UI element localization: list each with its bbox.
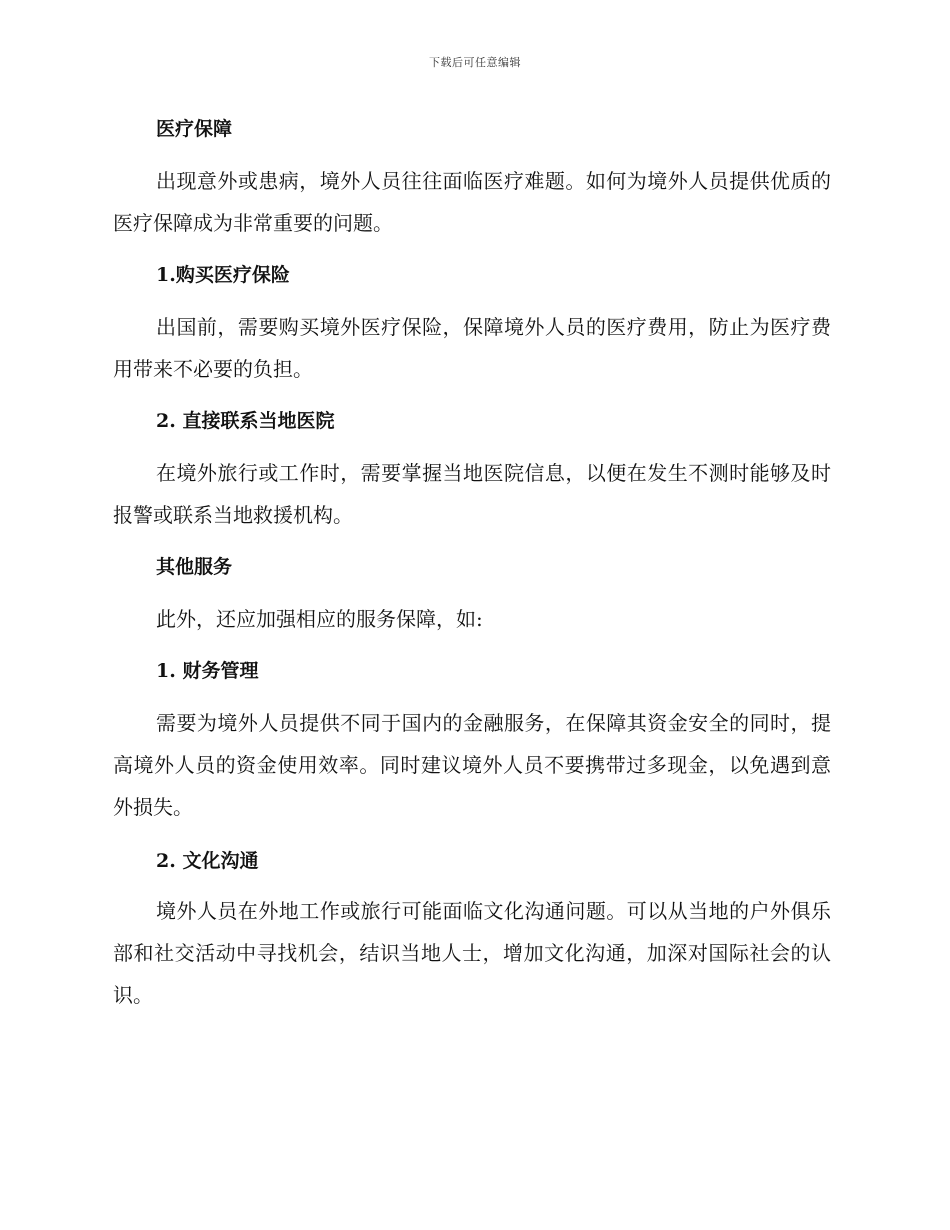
section-paragraph-other-services: 此外，还应加强相应的服务保障，如: xyxy=(156,607,483,631)
section-paragraph-medical: 出现意外或患病，境外人员往往面临医疗难题。如何为境外人员提供优质的医疗保障成为非常重要的问题。 xyxy=(113,169,831,235)
subheading-financial-management: 1. 财务管理 xyxy=(156,660,259,682)
paragraph-buy-insurance: 出国前，需要购买境外医疗保险，保障境外人员的医疗费用，防止为医疗费用带来不必要的负担。 xyxy=(113,315,831,381)
paragraph-cultural-communication: 境外人员在外地工作或旅行可能面临文化沟通问题。可以从当地的户外俱乐部和社交活动中寻找机会，结识当地人士，增加文化沟通，加深对国际社会的认识。 xyxy=(113,899,831,1007)
subheading-buy-insurance: 1.购买医疗保险 xyxy=(156,264,290,286)
paragraph-contact-hospital: 在境外旅行或工作时，需要掌握当地医院信息，以便在发生不测时能够及时报警或联系当地救援机构。 xyxy=(113,461,831,527)
section-heading-medical: 医疗保障 xyxy=(156,118,233,140)
subheading-contact-hospital: 2. 直接联系当地医院 xyxy=(156,410,335,432)
section-heading-other-services: 其他服务 xyxy=(156,556,233,578)
paragraph-financial-management: 需要为境外人员提供不同于国内的金融服务，在保障其资金安全的同时，提高境外人员的资金使用效率。同时建议境外人员不要携带过多现金，以免遇到意外损失。 xyxy=(113,711,831,819)
document-body xyxy=(113,110,831,1016)
subheading-cultural-communication: 2. 文化沟通 xyxy=(156,850,259,872)
page-header: 下载后可任意编辑 xyxy=(429,56,521,69)
